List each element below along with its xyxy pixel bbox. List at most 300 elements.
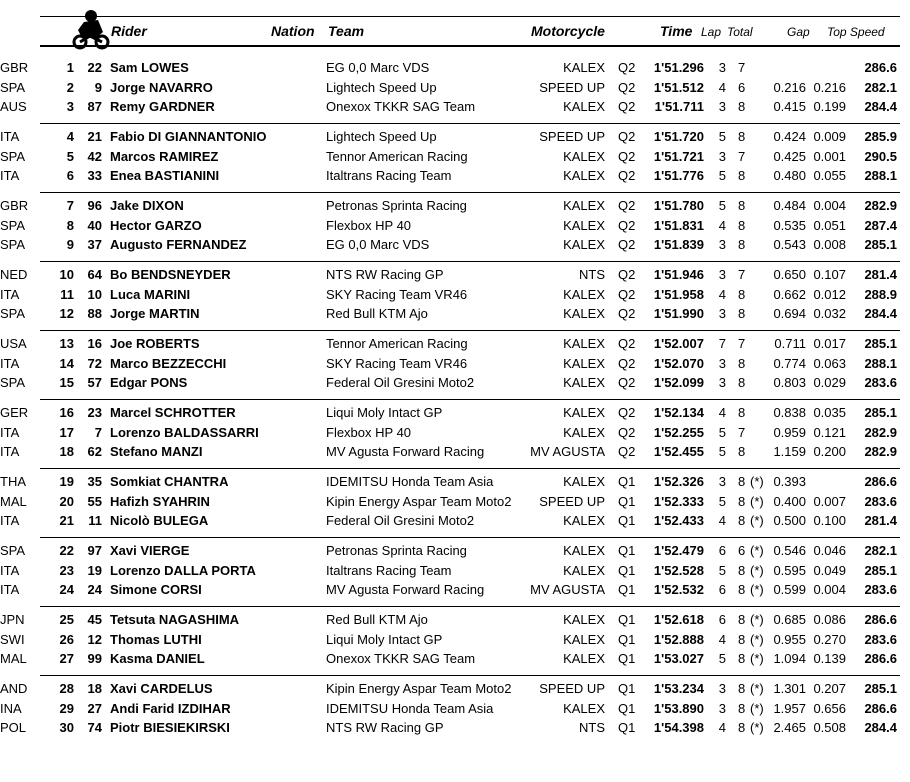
rider-number: 72	[87, 355, 102, 371]
qualifying-session: Q1	[618, 631, 636, 647]
best-lap: 5	[718, 444, 726, 460]
lap-time: 1'52.007	[653, 336, 704, 351]
total-laps: 6	[738, 543, 746, 558]
rider-team: MV Agusta Forward Racing	[326, 582, 485, 598]
rider-nation: AUS	[0, 99, 27, 115]
table-row	[0, 149, 910, 168]
gap-to-previous: 0.035	[813, 405, 846, 420]
rider-number: 37	[87, 237, 102, 253]
rider-name: Marco BEZZECCHI	[110, 355, 227, 371]
rider-team: EG 0,0 Marc VDS	[326, 60, 430, 75]
rider-team: Petronas Sprinta Racing	[326, 543, 467, 558]
lap-time: 1'51.776	[653, 168, 704, 184]
rider-position: 20	[59, 493, 74, 509]
rider-position: 8	[66, 217, 74, 233]
rider-number: 87	[87, 99, 102, 115]
qualifying-session: Q2	[618, 286, 636, 302]
qualifying-session: Q1	[618, 543, 636, 558]
best-lap: 5	[718, 651, 726, 667]
q1-marker: (*)	[750, 513, 764, 529]
rider-number: 57	[87, 375, 102, 391]
rider-nation: SPA	[0, 375, 26, 391]
lap-time: 1'51.990	[653, 306, 704, 322]
qualifying-session: Q2	[618, 375, 636, 391]
rider-motorcycle: NTS	[579, 267, 605, 282]
gap-to-first: 0.216	[773, 79, 806, 95]
top-speed: 281.4	[864, 513, 897, 529]
rider-position: 19	[59, 474, 74, 489]
lap-time: 1'52.255	[653, 424, 704, 440]
top-speed: 282.9	[864, 444, 897, 460]
total-laps: 8	[738, 405, 746, 420]
rider-number: 45	[87, 612, 102, 627]
total-laps: 8	[738, 99, 746, 115]
table-row	[0, 60, 910, 79]
rider-name: Luca MARINI	[110, 286, 191, 302]
top-speed: 283.6	[864, 375, 897, 391]
lap-time: 1'52.455	[653, 444, 704, 460]
gap-to-first: 0.425	[773, 148, 806, 164]
rider-position: 11	[60, 286, 74, 302]
rider-position: 30	[59, 720, 74, 736]
rider-number: 11	[88, 513, 102, 529]
total-laps: 8	[738, 700, 746, 716]
best-lap: 5	[718, 493, 726, 509]
total-laps: 8	[738, 306, 746, 322]
rider-nation: USA	[0, 336, 27, 351]
q1-marker: (*)	[750, 631, 764, 647]
gap-to-previous: 0.004	[813, 582, 846, 598]
rider-team: Flexbox HP 40	[326, 424, 412, 440]
group-separator	[40, 399, 900, 400]
gap-to-previous: 0.009	[813, 129, 846, 144]
table-row	[0, 494, 910, 513]
rider-motorcycle: KALEX	[563, 306, 605, 322]
total-laps: 8	[738, 237, 746, 253]
lap-time: 1'52.888	[653, 631, 704, 647]
rider-name: Simone CORSI	[110, 582, 202, 598]
gap-to-first: 0.959	[773, 424, 806, 440]
rider-name: Bo BENDSNEYDER	[110, 267, 231, 282]
lap-time: 1'52.134	[653, 405, 704, 420]
rider-number: 7	[94, 424, 102, 440]
table-row	[0, 198, 910, 217]
gap-to-previous: 0.008	[813, 237, 846, 253]
rider-number: 64	[87, 267, 102, 282]
qualifying-session: Q2	[618, 237, 636, 253]
header-top-rule	[40, 16, 900, 17]
lap-time: 1'51.711	[654, 99, 704, 115]
rider-number: 10	[87, 286, 102, 302]
table-row	[0, 267, 910, 286]
rider-position: 22	[59, 543, 74, 558]
best-lap: 3	[718, 375, 726, 391]
lap-time: 1'51.946	[653, 267, 704, 282]
rider-team: Lightech Speed Up	[326, 79, 437, 95]
best-lap: 4	[718, 79, 726, 95]
best-lap: 5	[718, 424, 726, 440]
rider-nation: POL	[0, 720, 27, 736]
gap-to-first: 1.301	[773, 681, 806, 696]
lap-time: 1'51.721	[653, 148, 704, 164]
gap-to-first: 0.838	[773, 405, 806, 420]
qualifying-session: Q2	[618, 444, 636, 460]
rider-team: EG 0,0 Marc VDS	[326, 237, 430, 253]
rider-number: 12	[87, 631, 102, 647]
best-lap: 6	[718, 612, 726, 627]
lap-time: 1'52.532	[653, 582, 704, 598]
top-speed: 287.4	[864, 217, 897, 233]
lap-time: 1'53.234	[653, 681, 704, 696]
rider-name: Lorenzo DALLA PORTA	[110, 562, 256, 578]
top-speed: 286.6	[864, 700, 897, 716]
table-row	[0, 582, 910, 601]
gap-to-previous: 0.017	[813, 336, 846, 351]
header-bottom-rule	[40, 45, 900, 47]
table-row	[0, 563, 910, 582]
qualifying-session: Q1	[618, 582, 636, 598]
total-laps: 8	[738, 129, 746, 144]
gap-to-first: 2.465	[773, 720, 806, 736]
rider-motorcycle: KALEX	[563, 631, 605, 647]
qualifying-session: Q1	[618, 720, 636, 736]
qualifying-session: Q2	[618, 306, 636, 322]
gap-to-previous: 0.107	[813, 267, 846, 282]
rider-nation: ITA	[0, 513, 20, 529]
rider-number: 22	[87, 60, 102, 75]
gap-to-first: 1.957	[773, 700, 806, 716]
rider-number: 99	[87, 651, 102, 667]
q1-marker: (*)	[750, 720, 764, 736]
rider-team: IDEMITSU Honda Team Asia	[326, 700, 494, 716]
rider-motorcycle: KALEX	[563, 99, 605, 115]
rider-nation: ITA	[0, 562, 20, 578]
rider-motorcycle: KALEX	[563, 474, 605, 489]
top-speed: 285.1	[864, 237, 897, 253]
table-row	[0, 632, 910, 651]
q1-marker: (*)	[750, 681, 764, 696]
table-row	[0, 218, 910, 237]
rider-position: 5	[66, 148, 74, 164]
rider-nation: GBR	[0, 60, 29, 75]
rider-team: IDEMITSU Honda Team Asia	[326, 474, 494, 489]
rider-name: Hector GARZO	[110, 217, 202, 233]
gap-to-first: 0.711	[774, 336, 806, 351]
rider-position: 12	[59, 306, 74, 322]
gap-to-previous: 0.032	[813, 306, 846, 322]
rider-motorcycle: SPEED UP	[539, 129, 605, 144]
rider-team: SKY Racing Team VR46	[326, 286, 468, 302]
rider-team: Italtrans Racing Team	[326, 168, 452, 184]
table-row	[0, 513, 910, 532]
best-lap: 4	[718, 631, 726, 647]
gap-to-first: 0.480	[773, 168, 806, 184]
gap-to-first: 0.415	[773, 99, 806, 115]
rider-position: 25	[59, 612, 74, 627]
rider-name: Nicolò BULEGA	[110, 513, 209, 529]
gap-to-previous: 0.046	[813, 543, 846, 558]
gap-to-previous: 0.029	[813, 375, 846, 391]
rider-position: 6	[66, 168, 74, 184]
rider-name: Piotr BIESIEKIRSKI	[110, 720, 230, 736]
best-lap: 7	[718, 336, 726, 351]
top-speed: 283.6	[864, 631, 897, 647]
rider-motorcycle: KALEX	[563, 375, 605, 391]
gap-to-first: 0.484	[773, 198, 806, 213]
rider-nation: ITA	[0, 444, 20, 460]
rider-nation: GBR	[0, 198, 29, 213]
rider-number: 88	[87, 306, 102, 322]
rider-nation: SPA	[0, 306, 26, 322]
lap-time: 1'51.839	[653, 237, 704, 253]
rider-nation: INA	[0, 700, 22, 716]
rider-nation: SPA	[0, 217, 26, 233]
rider-position: 18	[59, 444, 74, 460]
lap-time: 1'51.831	[653, 217, 704, 233]
gap-to-first: 0.803	[773, 375, 806, 391]
top-speed: 285.1	[864, 681, 897, 696]
gap-to-first: 1.159	[773, 444, 806, 460]
qualifying-session: Q2	[618, 60, 636, 75]
rider-nation: ITA	[0, 582, 20, 598]
q1-marker: (*)	[750, 474, 764, 489]
table-row	[0, 237, 910, 256]
rider-nation: SPA	[0, 148, 26, 164]
rider-team: Red Bull KTM Ajo	[326, 612, 428, 627]
rider-number: 21	[87, 129, 102, 144]
qualifying-session: Q2	[618, 336, 636, 351]
table-row	[0, 681, 910, 700]
qualifying-session: Q2	[618, 217, 636, 233]
top-speed: 282.9	[864, 198, 897, 213]
table-row	[0, 99, 910, 118]
total-laps: 8	[738, 681, 746, 696]
rider-name: Somkiat CHANTRA	[110, 474, 229, 489]
rider-team: Kipin Energy Aspar Team Moto2	[326, 493, 512, 509]
q1-marker: (*)	[750, 543, 764, 558]
header-nation: Nation	[271, 23, 315, 39]
header-gap: Gap	[787, 25, 810, 39]
rider-name: Lorenzo BALDASSARRI	[110, 424, 259, 440]
group-separator	[40, 123, 900, 124]
header-top-speed: Top Speed	[827, 25, 885, 39]
rider-number: 40	[87, 217, 102, 233]
rider-motorcycle: KALEX	[563, 148, 605, 164]
total-laps: 8	[738, 651, 746, 667]
rider-position: 7	[66, 198, 74, 213]
table-row	[0, 651, 910, 670]
best-lap: 3	[718, 681, 726, 696]
total-laps: 8	[738, 631, 746, 647]
rider-motorcycle: KALEX	[563, 562, 605, 578]
top-speed: 284.4	[864, 306, 897, 322]
total-laps: 6	[738, 79, 746, 95]
q1-marker: (*)	[750, 612, 764, 627]
rider-nation: ITA	[0, 129, 20, 144]
total-laps: 8	[738, 198, 746, 213]
gap-to-previous: 0.055	[813, 168, 846, 184]
lap-time: 1'51.958	[653, 286, 704, 302]
lap-time: 1'53.027	[653, 651, 704, 667]
top-speed: 285.1	[864, 336, 897, 351]
rider-nation: SWI	[0, 631, 25, 647]
rider-name: Edgar PONS	[110, 375, 188, 391]
lap-time: 1'52.070	[653, 355, 704, 371]
rider-nation: ITA	[0, 168, 20, 184]
rider-position: 15	[59, 375, 74, 391]
best-lap: 3	[718, 148, 726, 164]
rider-nation: GER	[0, 405, 29, 420]
q1-marker: (*)	[750, 651, 764, 667]
gap-to-first: 1.094	[773, 651, 806, 667]
rider-number: 23	[87, 405, 102, 420]
gap-to-previous: 0.508	[813, 720, 846, 736]
total-laps: 8	[738, 474, 746, 489]
rider-position: 27	[59, 651, 74, 667]
rider-motorcycle: KALEX	[563, 237, 605, 253]
lap-time: 1'52.333	[653, 493, 704, 509]
table-row	[0, 425, 910, 444]
qualifying-session: Q1	[618, 513, 636, 529]
rider-nation: MAL	[0, 493, 27, 509]
best-lap: 3	[718, 306, 726, 322]
gap-to-previous: 0.063	[813, 355, 846, 371]
gap-to-first: 0.535	[773, 217, 806, 233]
rider-motorcycle: KALEX	[563, 543, 605, 558]
rider-position: 3	[66, 99, 74, 115]
total-laps: 8	[738, 562, 746, 578]
best-lap: 4	[718, 286, 726, 302]
top-speed: 284.4	[864, 720, 897, 736]
gap-to-previous: 0.086	[813, 612, 846, 627]
rider-team: Federal Oil Gresini Moto2	[326, 375, 475, 391]
rider-team: MV Agusta Forward Racing	[326, 444, 485, 460]
lap-time: 1'52.479	[653, 543, 704, 558]
top-speed: 281.4	[864, 267, 897, 282]
rider-nation: ITA	[0, 424, 20, 440]
group-separator	[40, 468, 900, 469]
lap-time: 1'51.512	[653, 79, 704, 95]
rider-name: Jorge MARTIN	[110, 306, 200, 322]
gap-to-previous: 0.004	[813, 198, 846, 213]
lap-time: 1'51.780	[653, 198, 704, 213]
rider-position: 14	[59, 355, 74, 371]
table-row	[0, 129, 910, 148]
table-row	[0, 168, 910, 187]
header-motorcycle: Motorcycle	[531, 23, 605, 39]
gap-to-first: 0.424	[773, 129, 806, 144]
gap-to-first: 0.393	[773, 474, 806, 489]
table-row	[0, 543, 910, 562]
rider-number: 19	[87, 562, 102, 578]
lap-time: 1'51.720	[653, 129, 704, 144]
best-lap: 3	[718, 60, 726, 75]
qualifying-session: Q2	[618, 99, 636, 115]
gap-to-previous: 0.656	[813, 700, 846, 716]
rider-position: 17	[59, 424, 74, 440]
rider-name: Fabio DI GIANNANTONIO	[110, 129, 267, 144]
best-lap: 5	[718, 198, 726, 213]
rider-motorcycle: MV AGUSTA	[530, 444, 605, 460]
top-speed: 282.9	[864, 424, 897, 440]
rider-team: Federal Oil Gresini Moto2	[326, 513, 475, 529]
gap-to-first: 0.685	[773, 612, 806, 627]
top-speed: 284.4	[864, 99, 897, 115]
rider-position: 26	[59, 631, 74, 647]
gap-to-first: 0.599	[773, 582, 806, 598]
rider-team: Liqui Moly Intact GP	[326, 405, 443, 420]
rider-position: 2	[66, 79, 74, 95]
rider-motorcycle: KALEX	[563, 651, 605, 667]
rider-team: Lightech Speed Up	[326, 129, 437, 144]
rider-nation: SPA	[0, 543, 26, 558]
table-row	[0, 701, 910, 720]
top-speed: 285.1	[864, 562, 897, 578]
gap-to-previous: 0.051	[813, 217, 846, 233]
table-row	[0, 444, 910, 463]
qualifying-session: Q1	[618, 474, 636, 489]
rider-position: 1	[66, 60, 74, 75]
rider-number: 62	[87, 444, 102, 460]
table-row	[0, 80, 910, 99]
rider-number: 27	[87, 700, 102, 716]
top-speed: 286.6	[864, 651, 897, 667]
table-header	[0, 0, 910, 48]
group-separator	[40, 192, 900, 193]
lap-time: 1'52.618	[653, 612, 704, 627]
rider-motorcycle: KALEX	[563, 612, 605, 627]
rider-position: 9	[66, 237, 74, 253]
rider-number: 96	[87, 198, 102, 213]
qualifying-session: Q2	[618, 79, 636, 95]
qualifying-session: Q2	[618, 424, 636, 440]
lap-time: 1'52.099	[653, 375, 704, 391]
rider-motorcycle: NTS	[579, 720, 605, 736]
rider-team: Flexbox HP 40	[326, 217, 412, 233]
qualifying-session: Q1	[618, 612, 636, 627]
q1-marker: (*)	[750, 562, 764, 578]
rider-number: 35	[87, 474, 102, 489]
rider-name: Enea BASTIANINI	[110, 168, 220, 184]
rider-position: 23	[59, 562, 74, 578]
total-laps: 8	[738, 720, 746, 736]
best-lap: 4	[718, 217, 726, 233]
rider-name: Kasma DANIEL	[110, 651, 205, 667]
gap-to-first: 0.400	[773, 493, 806, 509]
qualifying-session: Q1	[618, 681, 636, 696]
gap-to-previous: 0.200	[813, 444, 846, 460]
gap-to-previous: 0.199	[813, 99, 846, 115]
rider-name: Marcel SCHROTTER	[110, 405, 236, 420]
group-separator	[40, 330, 900, 331]
gap-to-previous: 0.207	[813, 681, 846, 696]
rider-team: Liqui Moly Intact GP	[326, 631, 443, 647]
rider-number: 9	[94, 79, 102, 95]
rider-nation: THA	[0, 474, 26, 489]
rider-motorcycle: KALEX	[563, 355, 605, 371]
gap-to-previous: 0.001	[813, 148, 846, 164]
table-row	[0, 375, 910, 394]
table-row	[0, 720, 910, 739]
qualifying-session: Q2	[618, 405, 636, 420]
rider-motorcycle: KALEX	[563, 168, 605, 184]
gap-to-first: 0.650	[773, 267, 806, 282]
group-separator	[40, 537, 900, 538]
rider-motorcycle: KALEX	[563, 60, 605, 75]
rider-team: NTS RW Racing GP	[326, 720, 444, 736]
lap-time: 1'52.433	[653, 513, 704, 529]
gap-to-previous: 0.049	[813, 562, 846, 578]
